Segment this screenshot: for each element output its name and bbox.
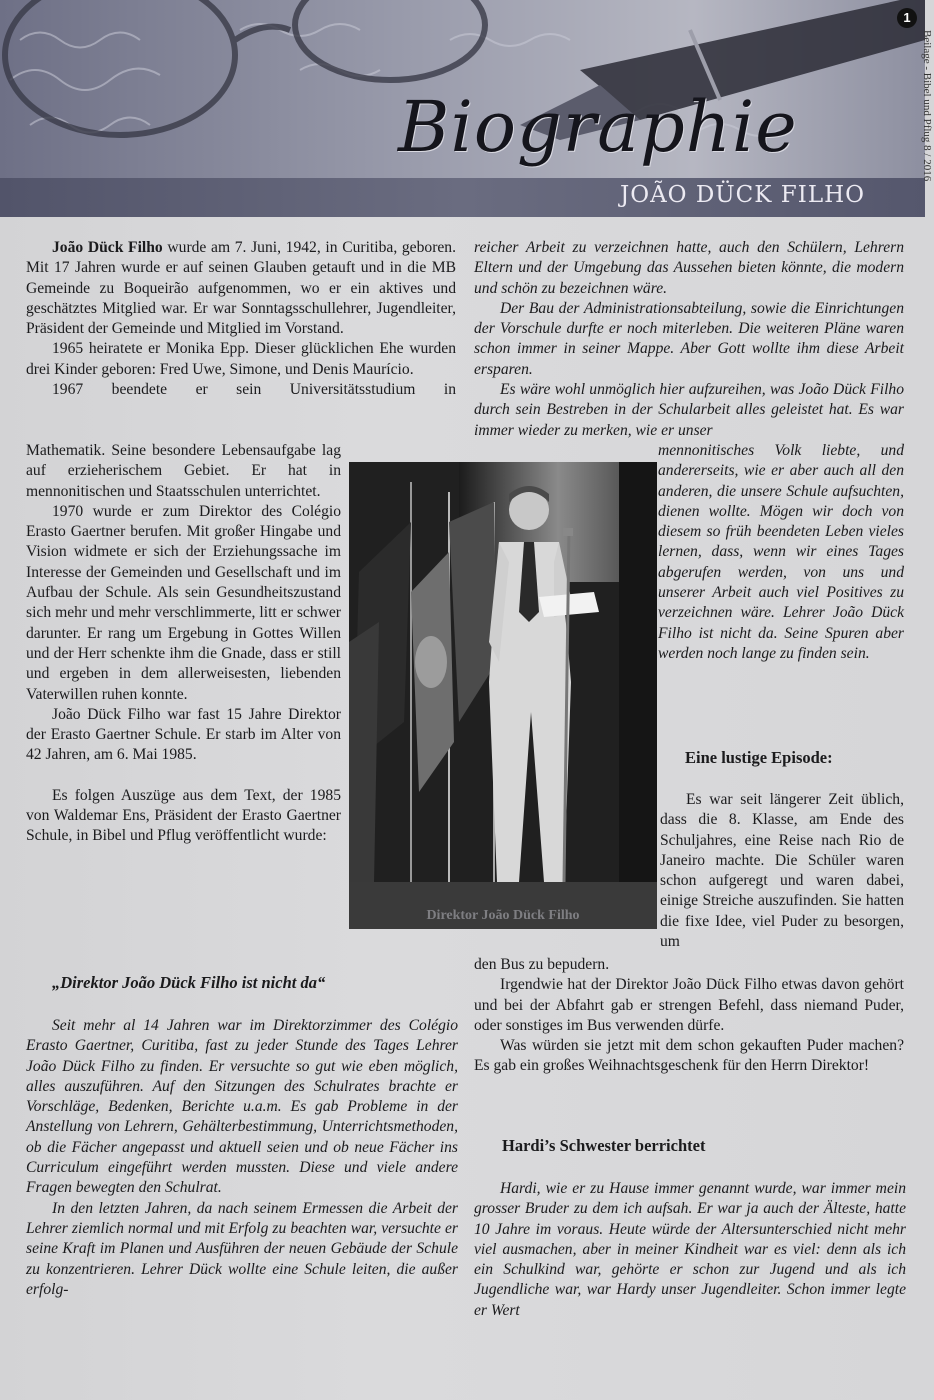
paragraph-birth	[26, 238, 456, 339]
name-bold: João Dück Filho	[52, 239, 163, 256]
left-column-middle	[26, 441, 341, 847]
photo-caption: Direktor João Dück Filho	[426, 908, 580, 923]
paragraph-marriage: 1965 heiratete er Monika Epp. Dieser glücklichen Ehe wurden drei Kinder geboren: Fred Uwe, Simone, und Denis Maurício.	[26, 340, 456, 378]
director-photo	[349, 462, 657, 929]
header-banner	[0, 0, 925, 217]
paragraph-construction: Der Bau der Administrationsabteilung, sowie die Einrichtungen der Vorschule durfte er noch miterleben. Die weiteren Pläne waren schon immer in seiner Mappe. Aber Gott wollte ihm diese Arbeit ersparen.	[474, 299, 904, 378]
paragraph-gift: Was würden sie jetzt mit dem schon gekauften Puder machen? Es gab ein großes Weihnachtsgeschenk für den Herrn Direktor!	[474, 1037, 904, 1075]
right-column-middle	[658, 441, 904, 664]
paragraph-study-start: 1967 beendete er sein Universitätsstudium in	[52, 381, 456, 399]
paragraph-death: João Dück Filho war fast 15 Jahre Direktor der Erasto Gaertner Schule. Er starb im Alter von 42 Jahren, am 6. Mai 1985.	[26, 705, 341, 764]
episode-heading: Eine lustige Episode:	[685, 748, 833, 767]
paragraph-episode: Es war seit längerer Zeit üblich, dass die 8. Klasse, am Ende des Schuljahres, eine Reise nach Rio de Janeiro machte. Die Schüler waren schon aufgeregt und waren dabei, einige Streiche auszufinden. Sie hatten die fixe Idee, viel Puder zu besorgen, um	[660, 791, 904, 951]
paragraph-brother: Hardi, wie er zu Hause immer genannt wurde, war immer mein grosser Bruder zu dem ich aufsah. Er war ja auch der Älteste, hatte 10 Jahre im voraus. Heute würde der Altersunterschied nicht mehr viel ausmachen, aber in meiner Kindheit war es viel: denn als ich ein Schulkind war, gehörte er schon zur Jugend und als ich Jugendliche war, war Hardy unser Jugendleiter. Schon immer legte er Wert	[474, 1180, 906, 1319]
section-title: Biographie	[398, 86, 798, 168]
paragraph-birth-text: wurde am 7. Juni, 1942, in Curitiba, geboren. Mit 17 Jahren wurde er auf seinen Glauben getauft und in die MB Gemeinde zu Boqueirão aufgenommen, wo er ein aktives und geschätztes Mitglied war. Er war Sonntagsschullehrer, Jugendleiter, Präsident der Gemeinde und Mitglied im Vorstand.	[26, 239, 457, 338]
paragraph-study-rest: Mathematik. Seine besondere Lebensaufgabe lag auf erzieherischem Gebiet. Er hat in mennonitischen und Staatsschulen unterrichtet.	[26, 442, 341, 500]
photo-illustration	[349, 462, 657, 929]
paragraph-achievements: Es wäre wohl unmöglich hier aufzureihen, was João Dück Filho durch sein Bestreben in der Schularbeit alles geleistet hat. Es war immer wieder zu merken, wie er unser	[474, 381, 904, 439]
left-column-bottom	[26, 1016, 458, 1300]
right-column-end	[474, 1179, 906, 1321]
paragraph-last-years: In den letzten Jahren, da nach seinem Ermessen die Arbeit der Lehrer ziemlich normal und mit Erfolg zu beachten war, versuchte er seine Kraft im Planen und Ausführen der neuen Gebäude der Schule zu konzentrieren. Lehrer Dück wollte eine Schule leiten, die außer erfolg-	[26, 1199, 458, 1298]
quote-heading: „Direktor João Dück Filho ist nicht da“	[52, 973, 326, 992]
sister-heading: Hardi’s Schwester berrichtet	[502, 1136, 706, 1155]
episode-column	[660, 790, 904, 952]
paragraph-continuation: reicher Arbeit zu verzeichnen hatte, auch den Schülern, Lehrern Eltern und der Umgebung das Aussehen bieten könnte, die modern und schön zu bezeichnen wäre.	[474, 239, 904, 297]
right-column-top	[474, 238, 904, 441]
paragraph-director: 1970 wurde er zum Direktor des Colégio Erasto Gaertner berufen. Mit großer Hingabe und Vision widmete er sich der Erziehungssache im Interesse der Gemeinden und Gesellschaft und im Aufbau der Schule. Als sein Gesundheitszustand sich mehr und mehr verschlimmerte, litt er schwer darunter. Er rang um Ergebung in Gottes Willen und der Herr schenkte ihm die Gnade, dass er still und ergeben in dem allerweisesten, liebenden Vaterwillen ruhen konnte.	[26, 502, 341, 703]
person-name-subtitle: JOÃO DÜCK FILHO	[620, 182, 865, 208]
paragraph-office: Seit mehr al 14 Jahren war im Direktorzimmer des Colégio Erasto Gaertner, Curitiba, fast zu jeder Stunde des Tages Lehrer João Dück Filho zu finden. Er versuchte so gut wie eben möglich, alles auszuführen. Auf den Sitzungen des Schulrates brachte er Vorschläge, Bedenken, Berichte u.a.m. Es gab Probleme in der Anstellung von Lehrern, Gehälterbestimmung, Unterrichtsmethoden, ob die Fächer angepasst und aktuell seien und ob neue Fächer ins Curriculum eingeführt werden mussten. Diese und viele andere Fragen bewegten den Schulrat.	[26, 1017, 458, 1197]
left-column-top	[26, 238, 456, 400]
paragraph-episode-end: den Bus zu bepudern.	[474, 956, 610, 973]
right-column-bottom	[474, 955, 904, 1077]
side-publication-note: Beilage - Bibel und Pflug 8 / 2016	[921, 30, 933, 182]
paragraph-legacy: mennonitisches Volk liebte, und andererseits, wie er aber auch all den anderen, die unsere Schule aufsuchten, dienen wollte. Mögen wir doch von diesem so früh beendeten Leben vieles lernen, dass, wenn wir eines Tages abgerufen werden, von uns und unserer Arbeit auch viel Positives zu verzeichnen wäre. Lehrer João Dück Filho ist nicht da. Seine Spuren aber werden noch lange zu finden sein.	[658, 442, 904, 662]
page-number-badge: 1	[897, 8, 917, 28]
paragraph-excerpt-intro: Es folgen Auszüge aus dem Text, der 1985 von Waldemar Ens, Präsident der Erasto Gaertner Schule, in Bibel und Pflug veröffentlicht wurde:	[26, 786, 341, 845]
paragraph-order: Irgendwie hat der Direktor João Dück Filho etwas davon gehört und bei der Abfahrt gab er strengen Befehl, dass niemand Puder, oder sonstiges im Bus verwenden dürfe.	[474, 976, 904, 1034]
